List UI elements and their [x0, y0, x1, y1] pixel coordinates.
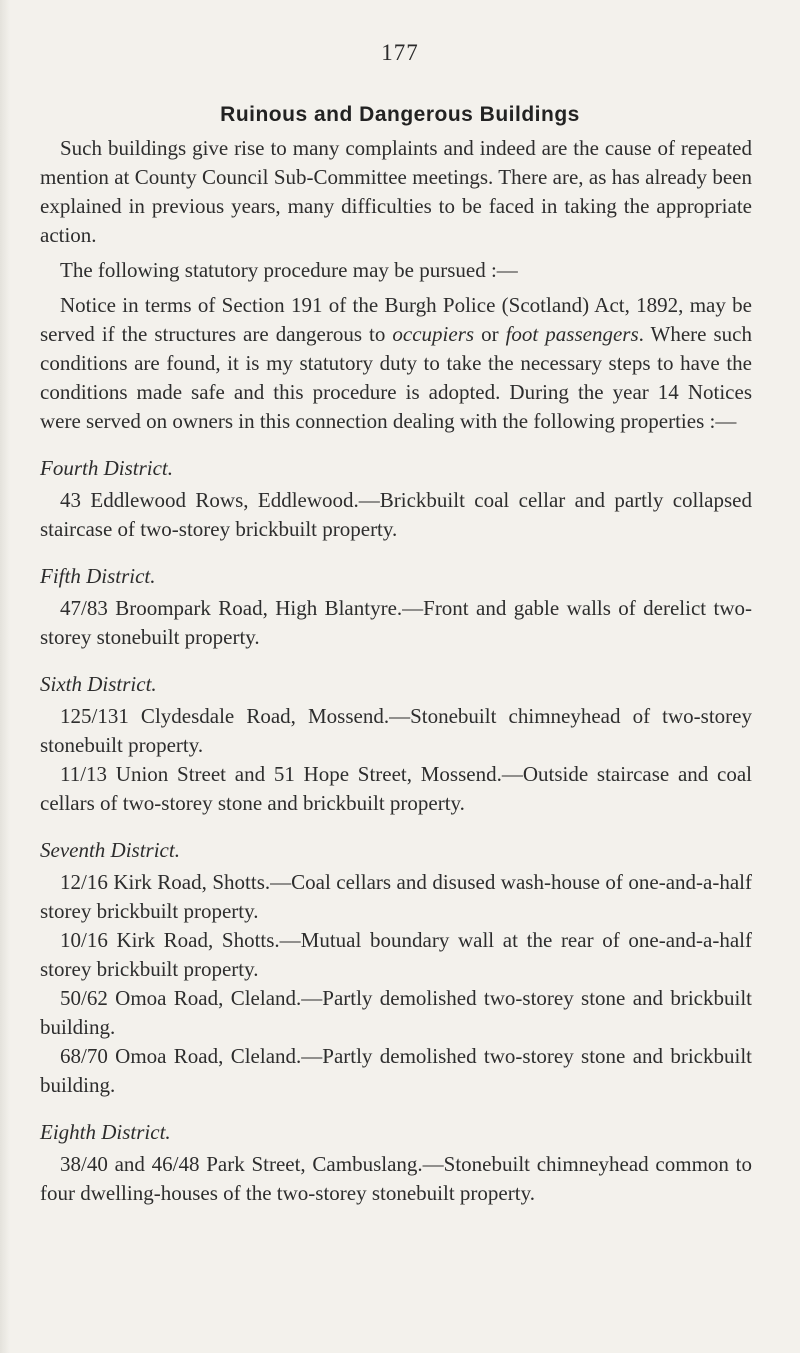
property-entry: 10/16 Kirk Road, Shotts.—Mutual boundary wall at the rear of one-and-a-half storey brickbuilt property.	[40, 928, 752, 981]
notice-text-mid: or	[474, 322, 506, 346]
district-heading: Fourth District.	[40, 456, 174, 480]
district-seventh	[40, 836, 752, 1100]
property-entry: 47/83 Broompark Road, High Blantyre.—Front and gable walls of derelict two-storey stonebuilt property.	[40, 596, 752, 649]
property-entry: 38/40 and 46/48 Park Street, Cambuslang.—Stonebuilt chimneyhead common to four dwelling-houses of the two-storey stonebuilt property.	[40, 1152, 752, 1205]
page-number: 177	[381, 40, 419, 65]
notice-emphasis-foot-passengers: foot passengers	[505, 322, 639, 346]
section-heading: Ruinous and Dangerous Buildings	[220, 103, 580, 126]
intro-paragraph: Such buildings give rise to many complaints and indeed are the cause of repeated mention at County Council Sub-Committee meetings. There are, as has already been explained in previous years, many difficulties to be faced in taking the appropriate action.	[40, 136, 752, 247]
property-entry: 12/16 Kirk Road, Shotts.—Coal cellars and disused wash-house of one-and-a-half storey brickbuilt property.	[40, 870, 752, 923]
district-fourth	[40, 454, 752, 544]
procedure-paragraph: The following statutory procedure may be pursued :—	[60, 258, 518, 282]
district-fifth	[40, 562, 752, 652]
district-heading: Fifth District.	[40, 564, 156, 588]
document-body	[40, 134, 752, 1208]
page-edge-shadow	[0, 0, 10, 1353]
property-entry: 11/13 Union Street and 51 Hope Street, Mossend.—Outside staircase and coal cellars of two-storey stone and brickbuilt property.	[40, 762, 752, 815]
property-entry: 125/131 Clydesdale Road, Mossend.—Stonebuilt chimneyhead of two-storey stonebuilt property.	[40, 704, 752, 757]
district-sixth	[40, 670, 752, 818]
notice-text-before: Notice in terms of Section 191 of the Burgh Police (Scotland) Act, 1892, may be served if the structures are dangerous to	[40, 293, 752, 346]
property-entry: 50/62 Omoa Road, Cleland.—Partly demolished two-storey stone and brickbuilt building.	[40, 986, 752, 1039]
district-eighth	[40, 1118, 752, 1208]
notice-emphasis-occupiers: occupiers	[392, 322, 475, 346]
property-entry: 68/70 Omoa Road, Cleland.—Partly demolished two-storey stone and brickbuilt building.	[40, 1044, 752, 1097]
district-heading: Sixth District.	[40, 672, 157, 696]
notice-text-after: . Where such conditions are found, it is my statutory duty to take the necessary steps to have the conditions made safe and this procedure is adopted. During the year 14 Notices were served on owners in this connection dealing with the following properties :—	[40, 322, 752, 433]
district-heading: Seventh District.	[40, 838, 180, 862]
notice-paragraph	[40, 291, 752, 436]
district-heading: Eighth District.	[40, 1120, 171, 1144]
property-entry: 43 Eddlewood Rows, Eddlewood.—Brickbuilt coal cellar and partly collapsed staircase of two-storey brickbuilt property.	[40, 488, 752, 541]
